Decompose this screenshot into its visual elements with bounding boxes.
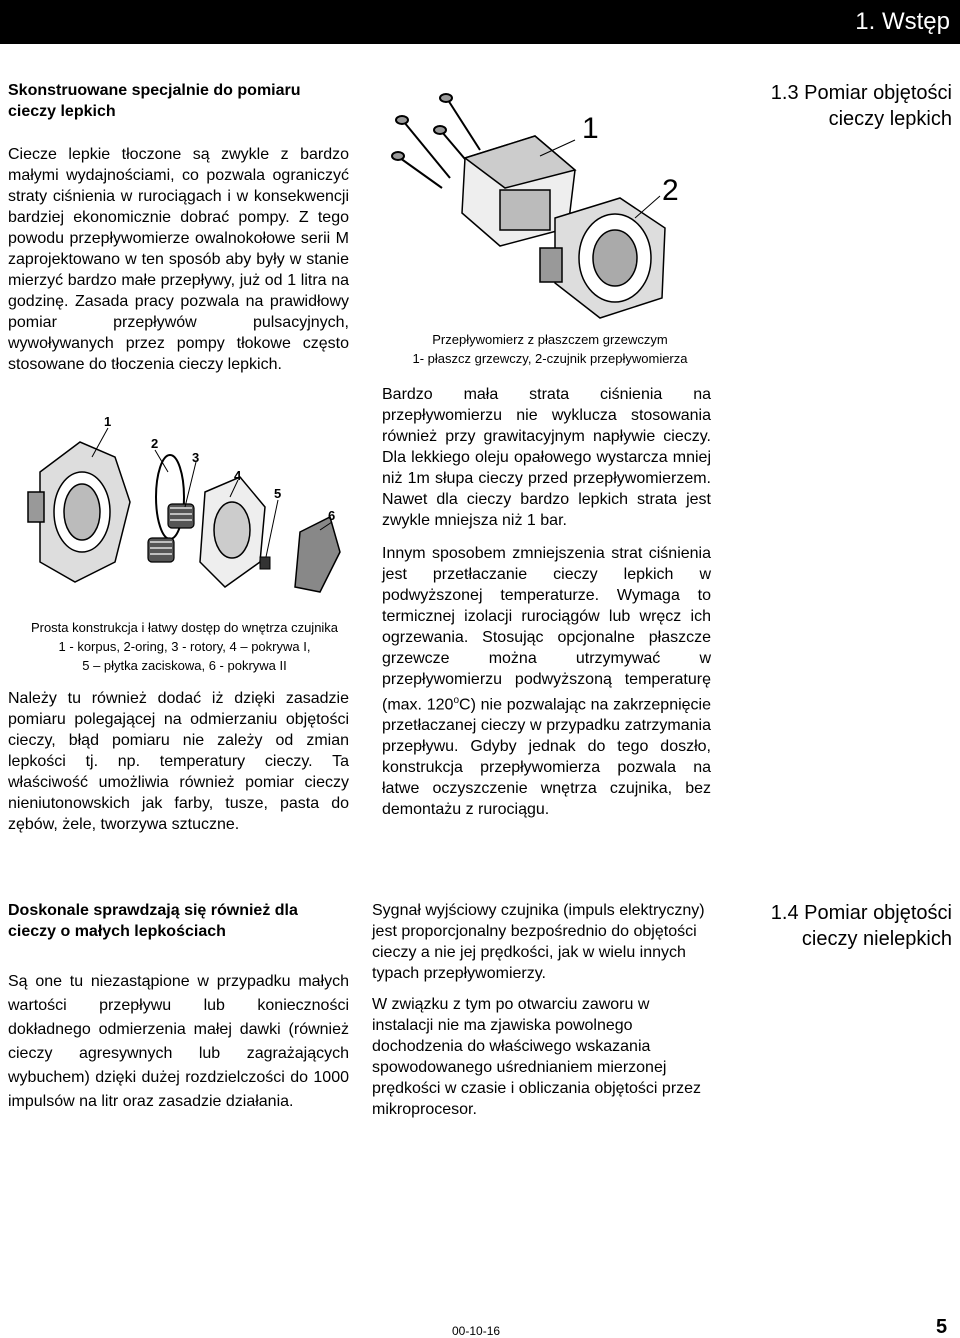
exploded-caption-line1: Prosta konstrukcja i łatwy dostęp do wnętrza czujnika <box>30 620 339 635</box>
footer-date: 00-10-16 <box>452 1324 501 1338</box>
left-column-top <box>8 80 349 375</box>
chapter-title: 1. Wstęp <box>855 8 950 35</box>
jacket-caption-line2: 1- płaszcz grzewczy, 2-czujnik przepływomierza <box>412 351 688 366</box>
right-column-top <box>732 80 952 132</box>
jacket-caption-line1: Przepływomierz z płaszczem grzewczym <box>432 332 668 347</box>
jacket-label-2: 2 <box>662 174 679 207</box>
header-bar <box>0 0 960 44</box>
section-1-3-title: 1.3 Pomiar objętości cieczy lepkich <box>770 82 952 130</box>
viscous-heading: Skonstruowane specjalnie do pomiaru cieczy lepkich <box>8 82 301 120</box>
heating-paragraph <box>382 543 711 820</box>
low-viscosity-heading: Doskonale sprawdzają się również dla cieczy o małych lepkościach <box>8 902 298 940</box>
heating-jacket-figure <box>370 78 730 324</box>
exploded-label-2: 2 <box>151 436 159 451</box>
exploded-caption <box>8 618 361 675</box>
exploded-caption-line3: 5 – płytka zaciskowa, 6 - pokrywa II <box>82 658 287 673</box>
section-1-4-title: 1.4 Pomiar objętości cieczy nielepkich <box>770 902 952 950</box>
valve-paragraph: W związku z tym po otwarciu zaworu w instalacji nie ma zjawiska powolnego dochodzenia do właściwego wskazania spowodowanego uśrednianiem mierzonej prędkości w czasie i obliczania objętości przez mikroprocesor. <box>372 996 702 1118</box>
exploded-label-5: 5 <box>274 486 282 501</box>
left-column-lower <box>8 900 349 1114</box>
non-newtonian-paragraph: Należy tu również dodać iż dzięki zasadzie pomiaru polegającej na odmierzaniu objętości cieczy, błąd pomiaru nie zależy od zmian lepkości tj. np. temperatury cieczy. Ta właściwość umożliwia również pomiar cieczy nieniutonowskich jak farby, tusze, pasta do zębów, żele, tworzywa sztuczne. <box>8 690 349 833</box>
viscous-paragraph: Ciecze lepkie tłoczone są zwykle z bardzo małymi wydajnościami, co pozwala ograniczyć straty ciśnienia w rurociągach i w konsekwencji bardziej ekonomicznie dobrać pompy. Z tego powodu przepływomierze owalnokołowe serii M zaprojektowano w ten sposób aby były w stanie mierzyć bardzo małe przepływy, już od 1 litra na godzinę. Zasada pracy pozwala na prawidłowy pomiar przepływów pulsacyjnych, wywoływanych przez pompy tłokowe często stosowane do tłoczenia cieczy lepkich. <box>8 146 349 373</box>
middle-column-lower <box>372 900 712 1120</box>
exploded-view-figure <box>20 412 360 612</box>
page-number: 5 <box>936 1316 948 1338</box>
exploded-caption-line2: 1 - korpus, 2-oring, 3 - rotory, 4 – pokrywa I, <box>58 639 311 654</box>
exploded-label-1: 1 <box>104 414 112 429</box>
heating-paragraph-part2: C) nie pozwalając na zakrzepnięcie przetłaczanej cieczy w przypadku zatrzymania przepływu. Gdyby jednak do tego doszło, konstrukcja przepływomierza pozwala na łatwe oczyszczenie wnętrza czujnika, bez demontażu z rurociągu. <box>382 696 712 819</box>
degree-sup: o <box>453 695 460 706</box>
exploded-label-4: 4 <box>234 468 242 483</box>
left-column-bottom-paragraph <box>8 688 349 835</box>
signal-paragraph: Sygnał wyjściowy czujnika (impuls elektryczny) jest proporcjonalny bezpośrednio do objętości cieczy a nie jej prędkości, jak w wielu innych typach przepływomierzy. <box>372 902 705 982</box>
pressure-loss-paragraph: Bardzo mała strata ciśnienia na przepływomierzu nie wyklucza stosowania również przy grawitacyjnym napływie cieczy. Dla lekkiego oleju opałowego wystarcza mniej niż 1m słupa cieczy przed przepływomierzem. Nawet dla cieczy bardzo lepkich strata jest zwykle mniejsza niż 1 bar. <box>382 386 711 529</box>
exploded-label-3: 3 <box>192 450 200 465</box>
right-column-lower <box>732 900 952 952</box>
heating-paragraph-part1: Innym sposobem zmniejszenia strat ciśnienia jest przetłaczanie cieczy lepkich w podwyższonej temperaturze. Wymaga to termicznej izolacji rurociągów lub wręcz ich ogrzewania. Stosując opcjonalne płaszcze grzewcze można utrzymywać w przepływomierzu podwyższoną temperaturę (max. 120 <box>382 545 711 714</box>
low-viscosity-paragraph: Są one tu niezastąpione w przypadku małych wartości przepływu lub konieczności dokładnego odmierzenia małej dawki (również cieczy agresywnych lub zagrażających wybuchem) dzięki dużej rozdzielczości do 1000 impulsów na litr oraz zasadzie działania. <box>8 973 349 1110</box>
exploded-label-6: 6 <box>328 508 336 523</box>
heating-jacket-caption <box>370 330 730 368</box>
middle-column-text <box>382 384 711 820</box>
jacket-label-1: 1 <box>582 112 599 145</box>
